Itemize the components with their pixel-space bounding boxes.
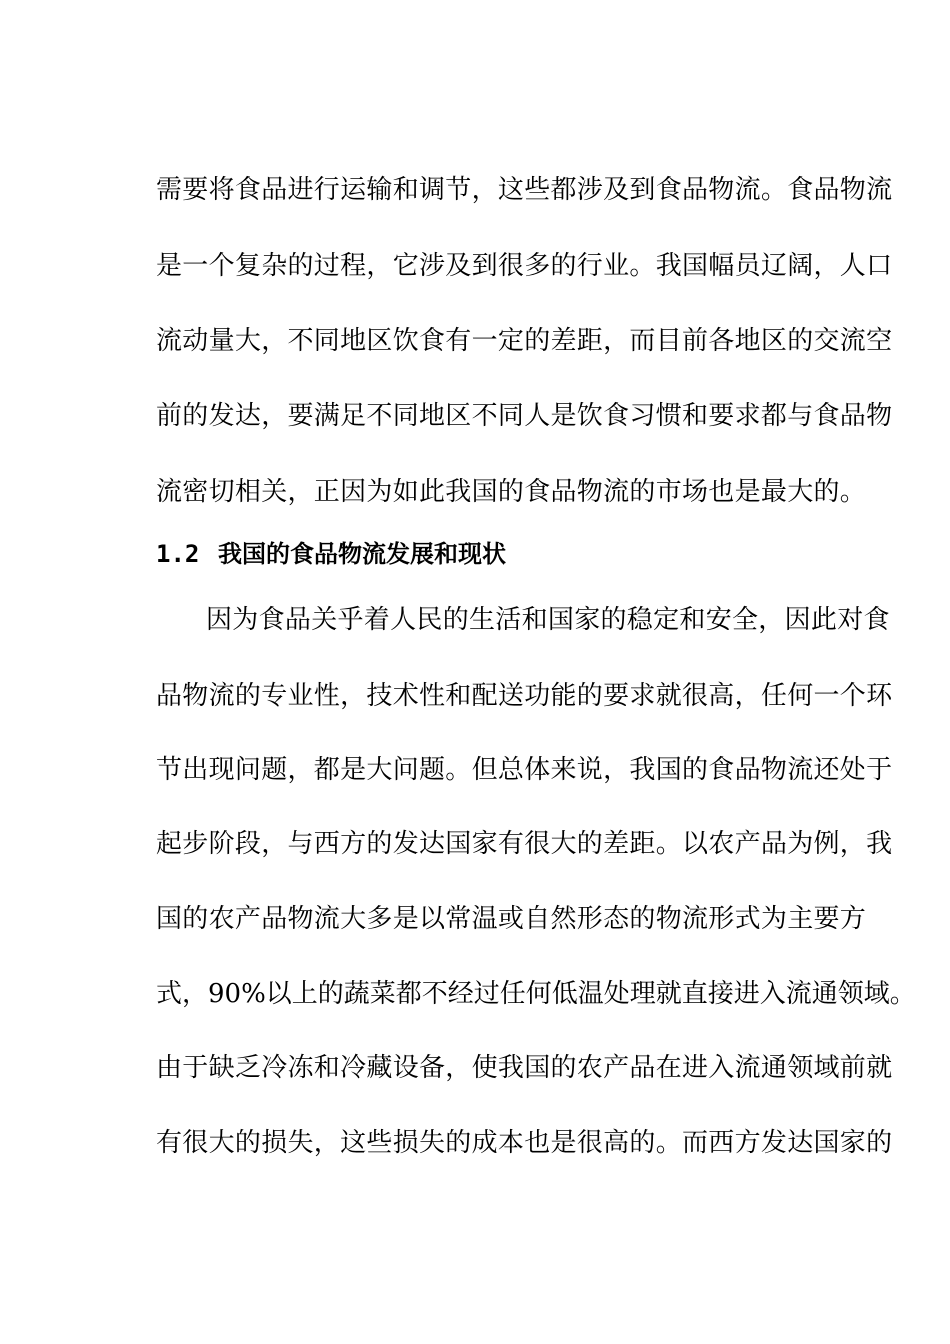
- paragraph-line: 品物流的专业性，技术性和配送功能的要求就很高，任何一个环: [156, 681, 893, 711]
- paragraph-line: 需要将食品进行运输和调节，这些都涉及到食品物流。食品物流: [156, 175, 893, 205]
- paragraph-line: 前的发达，要满足不同地区不同人是饮食习惯和要求都与食品物: [156, 401, 893, 431]
- paragraph-line: 式，90%以上的蔬菜都不经过任何低温处理就直接进入流通领域。: [156, 979, 916, 1009]
- paragraph-line: 是一个复杂的过程，它涉及到很多的行业。我国幅员辽阔，人口: [156, 251, 893, 281]
- paragraph-line: 有很大的损失，这些损失的成本也是很高的。而西方发达国家的: [156, 1128, 893, 1158]
- paragraph-line: 起步阶段，与西方的发达国家有很大的差距。以农产品为例，我: [156, 829, 893, 859]
- paragraph-line: 因为食品关乎着人民的生活和国家的稳定和安全，因此对食: [206, 605, 890, 635]
- section-title: 我国的食品物流发展和现状: [218, 540, 506, 568]
- paragraph-line: 节出现问题，都是大问题。但总体来说，我国的食品物流还处于: [156, 755, 893, 785]
- paragraph-line: 流动量大，不同地区饮食有一定的差距，而目前各地区的交流空: [156, 326, 893, 356]
- section-heading: [156, 538, 756, 570]
- paragraph-line: 由于缺乏冷冻和冷藏设备，使我国的农产品在进入流通领域前就: [156, 1053, 893, 1083]
- section-number: 1.2: [156, 540, 200, 568]
- paragraph-line: 流密切相关，正因为如此我国的食品物流的市场也是最大的。: [156, 477, 867, 507]
- paragraph-line: 国的农产品物流大多是以常温或自然形态的物流形式为主要方: [156, 904, 867, 934]
